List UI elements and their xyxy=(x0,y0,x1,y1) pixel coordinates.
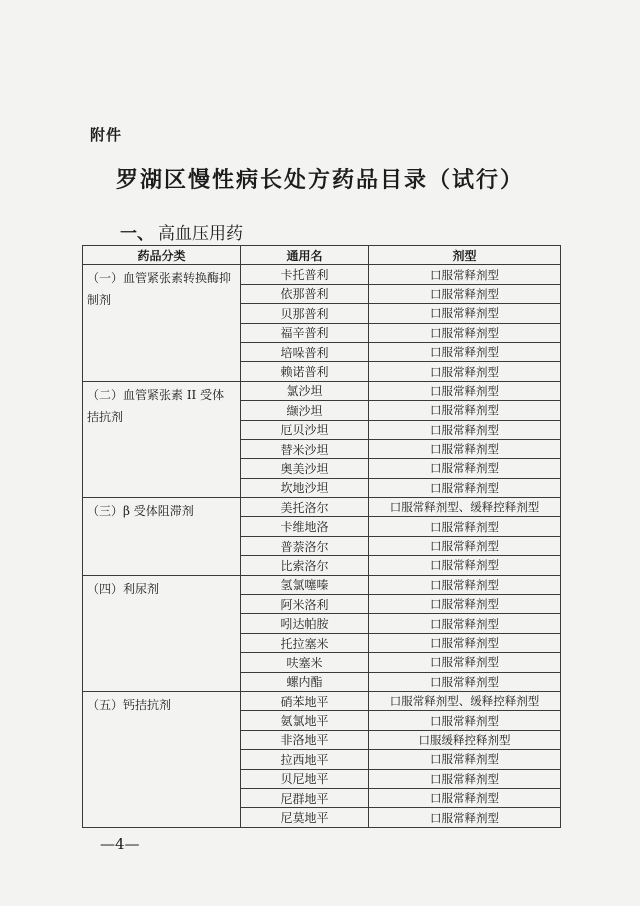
generic-name-cell: 贝尼地平 xyxy=(241,769,369,788)
dosage-form-cell: 口服常释剂型 xyxy=(369,536,561,555)
dosage-form-cell: 口服常释剂型 xyxy=(369,459,561,478)
dosage-form-cell: 口服常释剂型 xyxy=(369,323,561,342)
page-number: —4— xyxy=(100,835,140,853)
generic-name-cell: 替米沙坦 xyxy=(241,439,369,458)
table-row xyxy=(83,265,561,284)
header-category: 药品分类 xyxy=(83,246,241,265)
generic-name-cell: 呋塞米 xyxy=(241,653,369,672)
generic-name-cell: 托拉塞米 xyxy=(241,633,369,652)
dosage-form-cell: 口服常释剂型 xyxy=(369,653,561,672)
dosage-form-cell: 口服常释剂型 xyxy=(369,556,561,575)
table-row xyxy=(83,381,561,400)
dosage-form-cell: 口服常释剂型 xyxy=(369,808,561,827)
dosage-form-cell: 口服常释剂型 xyxy=(369,304,561,323)
drug-table xyxy=(82,245,561,828)
generic-name-cell: 福辛普利 xyxy=(241,323,369,342)
generic-name-cell: 尼莫地平 xyxy=(241,808,369,827)
generic-name-cell: 卡托普利 xyxy=(241,265,369,284)
dosage-form-cell: 口服常释剂型 xyxy=(369,614,561,633)
header-generic-name: 通用名 xyxy=(241,246,369,265)
generic-name-cell: 非洛地平 xyxy=(241,730,369,749)
dosage-form-cell: 口服常释剂型 xyxy=(369,595,561,614)
generic-name-cell: 厄贝沙坦 xyxy=(241,420,369,439)
category-cell: （二）血管紧张素 II 受体拮抗剂 xyxy=(83,381,241,497)
generic-name-cell: 卡维地洛 xyxy=(241,517,369,536)
dosage-form-cell: 口服缓释控释剂型 xyxy=(369,730,561,749)
dosage-form-cell: 口服常释剂型、缓释控释剂型 xyxy=(369,691,561,710)
generic-name-cell: 美托洛尔 xyxy=(241,498,369,517)
generic-name-cell: 吲达帕胺 xyxy=(241,614,369,633)
dosage-form-cell: 口服常释剂型 xyxy=(369,362,561,381)
dosage-form-cell: 口服常释剂型 xyxy=(369,439,561,458)
generic-name-cell: 阿米洛利 xyxy=(241,595,369,614)
generic-name-cell: 硝苯地平 xyxy=(241,691,369,710)
attachment-label: 附件 xyxy=(90,126,123,144)
dosage-form-cell: 口服常释剂型 xyxy=(369,381,561,400)
dosage-form-cell: 口服常释剂型 xyxy=(369,750,561,769)
dosage-form-cell: 口服常释剂型 xyxy=(369,769,561,788)
dosage-form-cell: 口服常释剂型 xyxy=(369,342,561,361)
section-title: 高血压用药 xyxy=(158,224,243,244)
dosage-form-cell: 口服常释剂型 xyxy=(369,575,561,594)
dosage-form-cell: 口服常释剂型 xyxy=(369,633,561,652)
header-dosage-form: 剂型 xyxy=(369,246,561,265)
category-cell: （四）利尿剂 xyxy=(83,575,241,691)
generic-name-cell: 拉西地平 xyxy=(241,750,369,769)
dosage-form-cell: 口服常释剂型 xyxy=(369,672,561,691)
dosage-form-cell: 口服常释剂型 xyxy=(369,401,561,420)
generic-name-cell: 氨氯地平 xyxy=(241,711,369,730)
generic-name-cell: 尼群地平 xyxy=(241,788,369,807)
dosage-form-cell: 口服常释剂型 xyxy=(369,711,561,730)
dosage-form-cell: 口服常释剂型 xyxy=(369,788,561,807)
category-cell: （五）钙拮抗剂 xyxy=(83,691,241,827)
generic-name-cell: 缬沙坦 xyxy=(241,401,369,420)
dosage-form-cell: 口服常释剂型、缓释控释剂型 xyxy=(369,498,561,517)
dosage-form-cell: 口服常释剂型 xyxy=(369,265,561,284)
generic-name-cell: 螺内酯 xyxy=(241,672,369,691)
generic-name-cell: 奥美沙坦 xyxy=(241,459,369,478)
generic-name-cell: 坎地沙坦 xyxy=(241,478,369,497)
document-title: 罗湖区慢性病长处方药品目录（试行） xyxy=(115,167,524,193)
generic-name-cell: 依那普利 xyxy=(241,284,369,303)
category-cell: （三）β 受体阻滞剂 xyxy=(83,498,241,576)
table-body xyxy=(83,265,561,827)
dosage-form-cell: 口服常释剂型 xyxy=(369,478,561,497)
dosage-form-cell: 口服常释剂型 xyxy=(369,284,561,303)
generic-name-cell: 比索洛尔 xyxy=(241,556,369,575)
section-number: 一、 xyxy=(120,224,154,244)
generic-name-cell: 赖诺普利 xyxy=(241,362,369,381)
category-cell: （一）血管紧张素转换酶抑制剂 xyxy=(83,265,241,381)
table-row xyxy=(83,691,561,710)
table-row xyxy=(83,575,561,594)
dosage-form-cell: 口服常释剂型 xyxy=(369,517,561,536)
generic-name-cell: 贝那普利 xyxy=(241,304,369,323)
generic-name-cell: 氯沙坦 xyxy=(241,381,369,400)
section-heading xyxy=(120,219,243,244)
generic-name-cell: 培哚普利 xyxy=(241,342,369,361)
table-row xyxy=(83,498,561,517)
dosage-form-cell: 口服常释剂型 xyxy=(369,420,561,439)
generic-name-cell: 氢氯噻嗪 xyxy=(241,575,369,594)
table-header-row xyxy=(83,246,561,265)
generic-name-cell: 普萘洛尔 xyxy=(241,536,369,555)
